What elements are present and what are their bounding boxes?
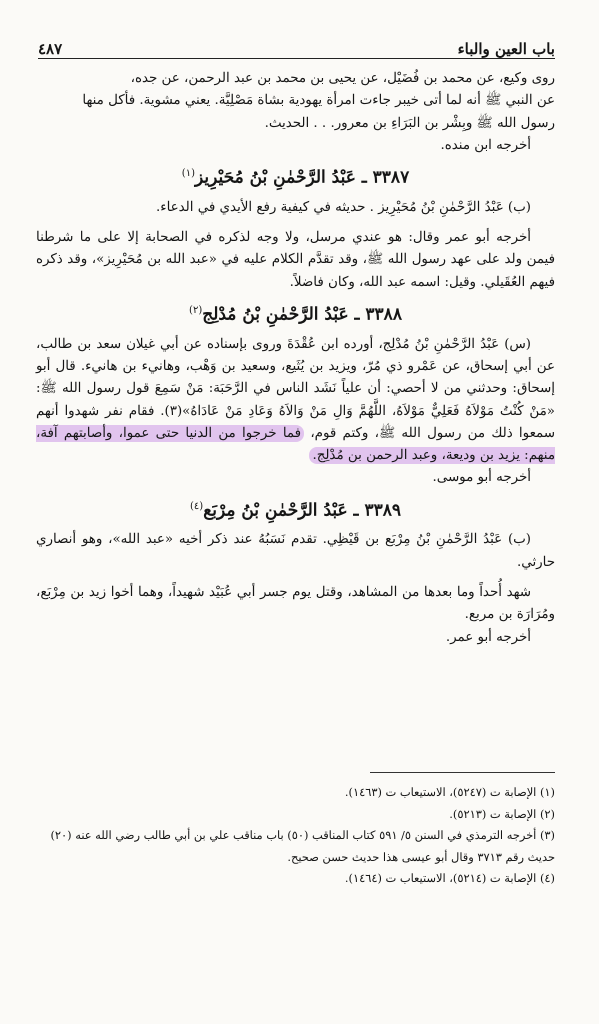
entry-paragraph: [36, 334, 555, 468]
footnote: (٢) الإصابة ت (٥٢١٣).: [449, 806, 555, 821]
footnote-divider: [370, 772, 555, 773]
footnote-ref: (١): [181, 168, 195, 180]
footnotes: [36, 782, 555, 890]
intro-line: عن النبي ﷺ أنه لما أتى خيبر جاءت امرأة يهودية بشاة مَصْلِيَّة. يعني مشوية. فأكل منها: [82, 93, 555, 109]
page-header: [38, 32, 555, 59]
entry-heading: ٣٣٨٩ ـ عَبْدُ الرَّحْمٰنِ بْنُ مِرْبَع: [203, 500, 401, 521]
highlighted-text: فما خرجوا من الدنيا حتى عموا، وأصابتهم آفة، منهم: يزيد بن وديعة، وعبد الرحمن بن مُدْلِج.: [36, 425, 555, 464]
entry-paragraph: (ب) عَبْدُ الرَّحْمٰنِ بْنُ مِرْبَع بن قَيْظِي. تقدم نَسَبُهُ عند ذكر أخيه «عبد الله»، وهو أنصاري حارثي.: [36, 532, 555, 570]
footnote: (١) الإصابة ت (٥٢٤٧)، الاستيعاب ت (١٤٦٣).: [344, 785, 555, 799]
page-number: ٤٨٧: [38, 40, 63, 58]
footnote-ref: (٤): [190, 500, 204, 512]
main-text: [36, 68, 555, 649]
entry-source: أخرجه أبو موسى.: [432, 470, 531, 486]
entry-title: [36, 492, 555, 526]
entry-source: أخرجه أبو عمر.: [445, 629, 531, 645]
entry-paragraph: شهد أُحداً وما بعدها من المشاهد، وقتل يوم جسر أبي عُبَيْد شهيداً، وهما أخوا زيد بن مِرْبَع، ومُرَارَة بن مربع.: [36, 585, 555, 623]
entry-paragraph: أخرجه أبو عمر وقال: هو عندي مرسل، ولا وجه لذكره في الصحابة إلا على ما شرطنا فيمن ولد على عهد رسول الله ﷺ، وقد تقدَّم الكلام عليه في «عبد الله بن مُحَيْرِيز»، وقد ذكره فيهم العُقَيلي. وقيل: اسمه عبد الله، وكان فاضلاً.: [36, 230, 555, 290]
entry-heading: ٣٣٨٨ ـ عَبْدُ الرَّحْمٰنِ بْنُ مُدْلِج: [202, 304, 402, 325]
running-title: باب العين والباء: [457, 40, 555, 58]
entry-text: (س) عَبْدُ الرَّحْمٰنِ بْنُ مُدْلِج، أورده ابن عُقْدَةَ وروى بإسناده عن أبي غيلان سعد بن طالب، عن أبي إسحاق، عن عَمْرو ذي مُرّ، ويزيد بن يُثَيع، وسعيد بن وَهْب، وهانيء بن هانيء. قال أبو إسحاق: وحدثني من لا أحصي: أن علياً نَشَد الناس في الرَّحَبَة: مَنْ سَمِعَ قول رسول الله ﷺ: «مَنْ كُنْتُ مَوْلاَهُ فَعَلِيٌّ مَوْلاَهُ، اللَّهُمَّ وَالِ مَنْ وَالاَهُ وَعَادِ مَنْ عَادَاهُ»(٣). فقام نفر شهدوا أنهم سمعوا ذلك من رسول الله ﷺ، وكتم قوم،: [36, 336, 555, 441]
intro-source: أخرجه ابن منده.: [440, 137, 531, 153]
intro-line: روى وكيع، عن محمد بن فُضَيْل، عن يحيى بن محمد بن عبد الرحمن، عن جده،: [130, 71, 555, 86]
entry-heading: ٣٣٨٧ ـ عَبْدُ الرَّحْمٰنِ بْنُ مُحَيْرِيز: [194, 167, 410, 188]
intro-line: رسول الله ﷺ وبِشْر بن البَرَاءِ بن معرور. . . الحديث.: [264, 115, 555, 131]
entry-paragraph: (ب) عَبْدُ الرَّحْمٰنِ بْنُ مُحَيْرِيز . حديثه في كيفية رفع الأيدي في الدعاء.: [156, 199, 531, 215]
footnote: (٤) الإصابة ت (٥٢١٤)، الاستيعاب ت (١٤٦٤).: [344, 871, 555, 885]
entry-title: [36, 296, 555, 330]
entry-title: [36, 159, 555, 193]
footnote: (٣) أخرجه الترمذي في السنن ٥/ ٥٩١ كتاب المناقب (٥٠) باب مناقب علي بن أبي طالب رضي الله عنه (٢٠) حديث رقم ٣٧١٣ وقال أبو عيسى هذا حديث حسن صحيح.: [50, 828, 555, 864]
footnote-ref: (٢): [189, 305, 203, 317]
